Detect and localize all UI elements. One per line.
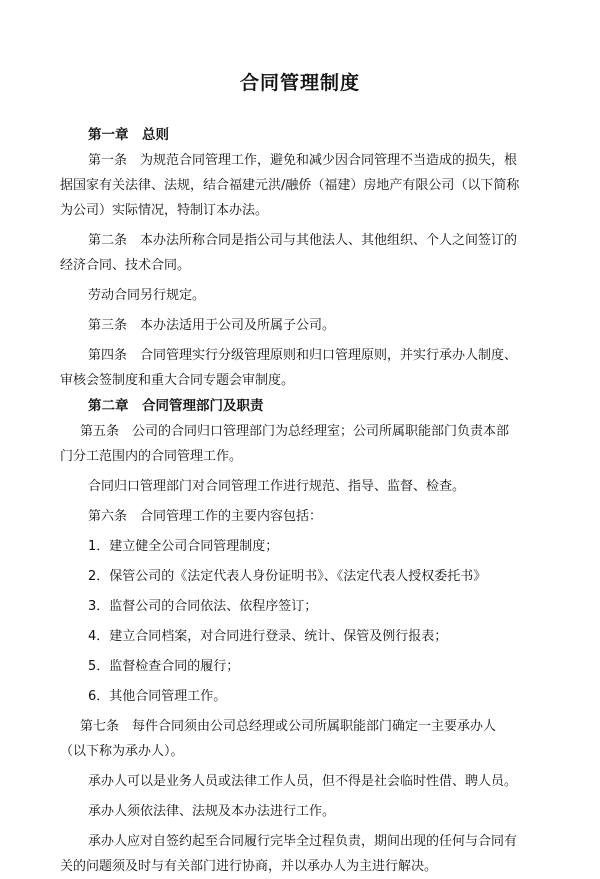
labor-contract-note: 劳动合同另行规定。 <box>88 288 206 303</box>
article-6-item-4: 4．建立合同档案，对合同进行登录、统计、保管及例行报表； <box>88 629 448 644</box>
article-7-line-1: 第七条 每件合同须由公司总经理或公司所属职能部门确定一主要承办人 <box>80 719 497 734</box>
article-6-intro: 第六条 合同管理工作的主要内容包括： <box>88 509 323 524</box>
article-5-line-2: 门分工范围内的合同管理工作。 <box>60 449 243 464</box>
article-2-line-2: 经济合同、技术合同。 <box>60 258 191 273</box>
article-6-item-6: 6．其他合同管理工作。 <box>88 689 227 704</box>
article-6-item-5: 5．监督检查合同的履行； <box>88 659 240 674</box>
handler-duty-line-2: 关的问题须及时与有关部门进行协商，并以承办人为主进行解决。 <box>60 859 438 874</box>
chapter-1-heading: 第一章 总则 <box>88 127 169 143</box>
article-6-item-1: 1．建立健全公司合同管理制度； <box>88 539 279 554</box>
article-6-item-3: 3．监督公司的合同依法、依程序签订； <box>88 599 318 614</box>
dept-duty: 合同归口管理部门对合同管理工作进行规范、指导、监督、检查。 <box>88 479 466 494</box>
chapter-2-heading: 第二章 合同管理部门及职责 <box>88 398 264 414</box>
article-4-line-2: 审核会签制度和重大合同专题会审制度。 <box>60 373 295 388</box>
document-title: 合同管理制度 <box>239 72 360 94</box>
article-6-item-2: 2．保管公司的《法定代表人身份证明书》、《法定代表人授权委托书》 <box>88 569 487 584</box>
document-body <box>60 122 558 879</box>
article-2-line-1: 第二条 本办法所称合同是指公司与其他法人、其他组织、个人之间签订的 <box>88 233 518 248</box>
article-7-line-2: （以下称为承办人）。 <box>60 744 184 759</box>
article-5-line-1: 第五条 公司的合同归口管理部门为总经理室；公司所属职能部门负责本部 <box>80 424 510 439</box>
article-1-line-2: 据国家有关法律、法规，结合福建元洪/融侨（福建）房地产有限公司（以下简称 <box>60 178 520 193</box>
article-3: 第三条 本办法适用于公司及所属子公司。 <box>88 318 336 333</box>
handler-rule-1: 承办人可以是业务人员或法律工作人员，但不得是社会临时性借、聘人员。 <box>88 774 518 789</box>
article-1-line-1: 第一条 为规范合同管理工作，避免和减少因合同管理不当造成的损失，根 <box>88 153 518 168</box>
handler-rule-2: 承办人须依法律、法规及本办法进行工作。 <box>88 804 336 819</box>
handler-duty-line-1: 承办人应对自签约起至合同履行完毕全过程负责，期间出现的任何与合同有 <box>88 834 518 849</box>
article-1-line-3: 为公司）实际情况，特制订本办法。 <box>60 203 269 218</box>
article-4-line-1: 第四条 合同管理实行分级管理原则和归口管理原则，并实行承办人制度、 <box>88 348 518 363</box>
